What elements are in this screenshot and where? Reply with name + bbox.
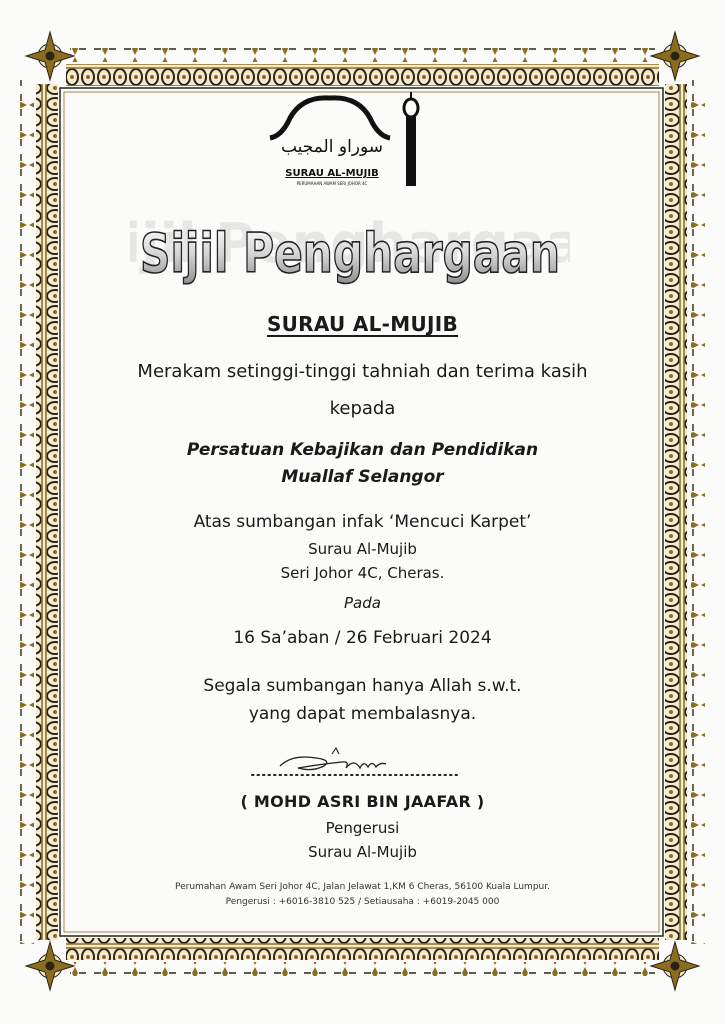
organization-name: SURAU AL-MUJIB — [266, 312, 459, 336]
thanks-line: Merakam setinggi-tinggi tahniah dan terima kasih — [137, 361, 588, 382]
kepada-text: kepada — [329, 398, 396, 419]
recipient-line-1: Persatuan Kebajikan dan Pendidikan — [186, 440, 539, 460]
contribution-reason: Atas sumbangan infak ‘Mencuci Karpet’ — [193, 512, 532, 532]
footer-contacts: Pengerusi : +6016-3810 525 / Setiausaha : +6019-2045 000 — [225, 897, 500, 907]
certificate-date: 16 Sa’aban / 26 Februari 2024 — [233, 628, 492, 648]
recipient-line-2: Muallaf Selangor — [281, 467, 444, 487]
place-line-1: Surau Al-Mujib — [308, 540, 417, 558]
footer-address: Perumahan Awam Seri Johor 4C, Jalan Jelawat 1,KM 6 Cheras, 56100 Kuala Lumpur. — [175, 882, 550, 892]
certificate-title-shadow: ijil Penghargaa — [130, 212, 570, 275]
logo-small-text: PERUMAHAN AWAM SERI JOHOR 4C — [296, 181, 368, 186]
pada-text: Pada — [344, 594, 381, 612]
logo-latin-text: SURAU AL-MUJIB — [285, 168, 379, 179]
signatory-organization: Surau Al-Mujib — [308, 843, 417, 861]
certificate-title — [130, 210, 570, 290]
surau-logo — [262, 88, 432, 193]
signatory-name: ( MOHD ASRI BIN JAAFAR ) — [240, 792, 485, 811]
signatory-role: Pengerusi — [325, 819, 400, 837]
place-line-2: Seri Johor 4C, Cheras. — [280, 564, 445, 582]
certificate-title-text: Sijil Penghargaan — [140, 222, 560, 285]
logo-arabic-text: سوراو المجيب — [280, 137, 384, 157]
closing-line-1: Segala sumbangan hanya Allah s.w.t. — [203, 676, 522, 696]
signature-line — [250, 770, 462, 780]
closing-line-2: yang dapat membalasnya. — [248, 704, 477, 724]
